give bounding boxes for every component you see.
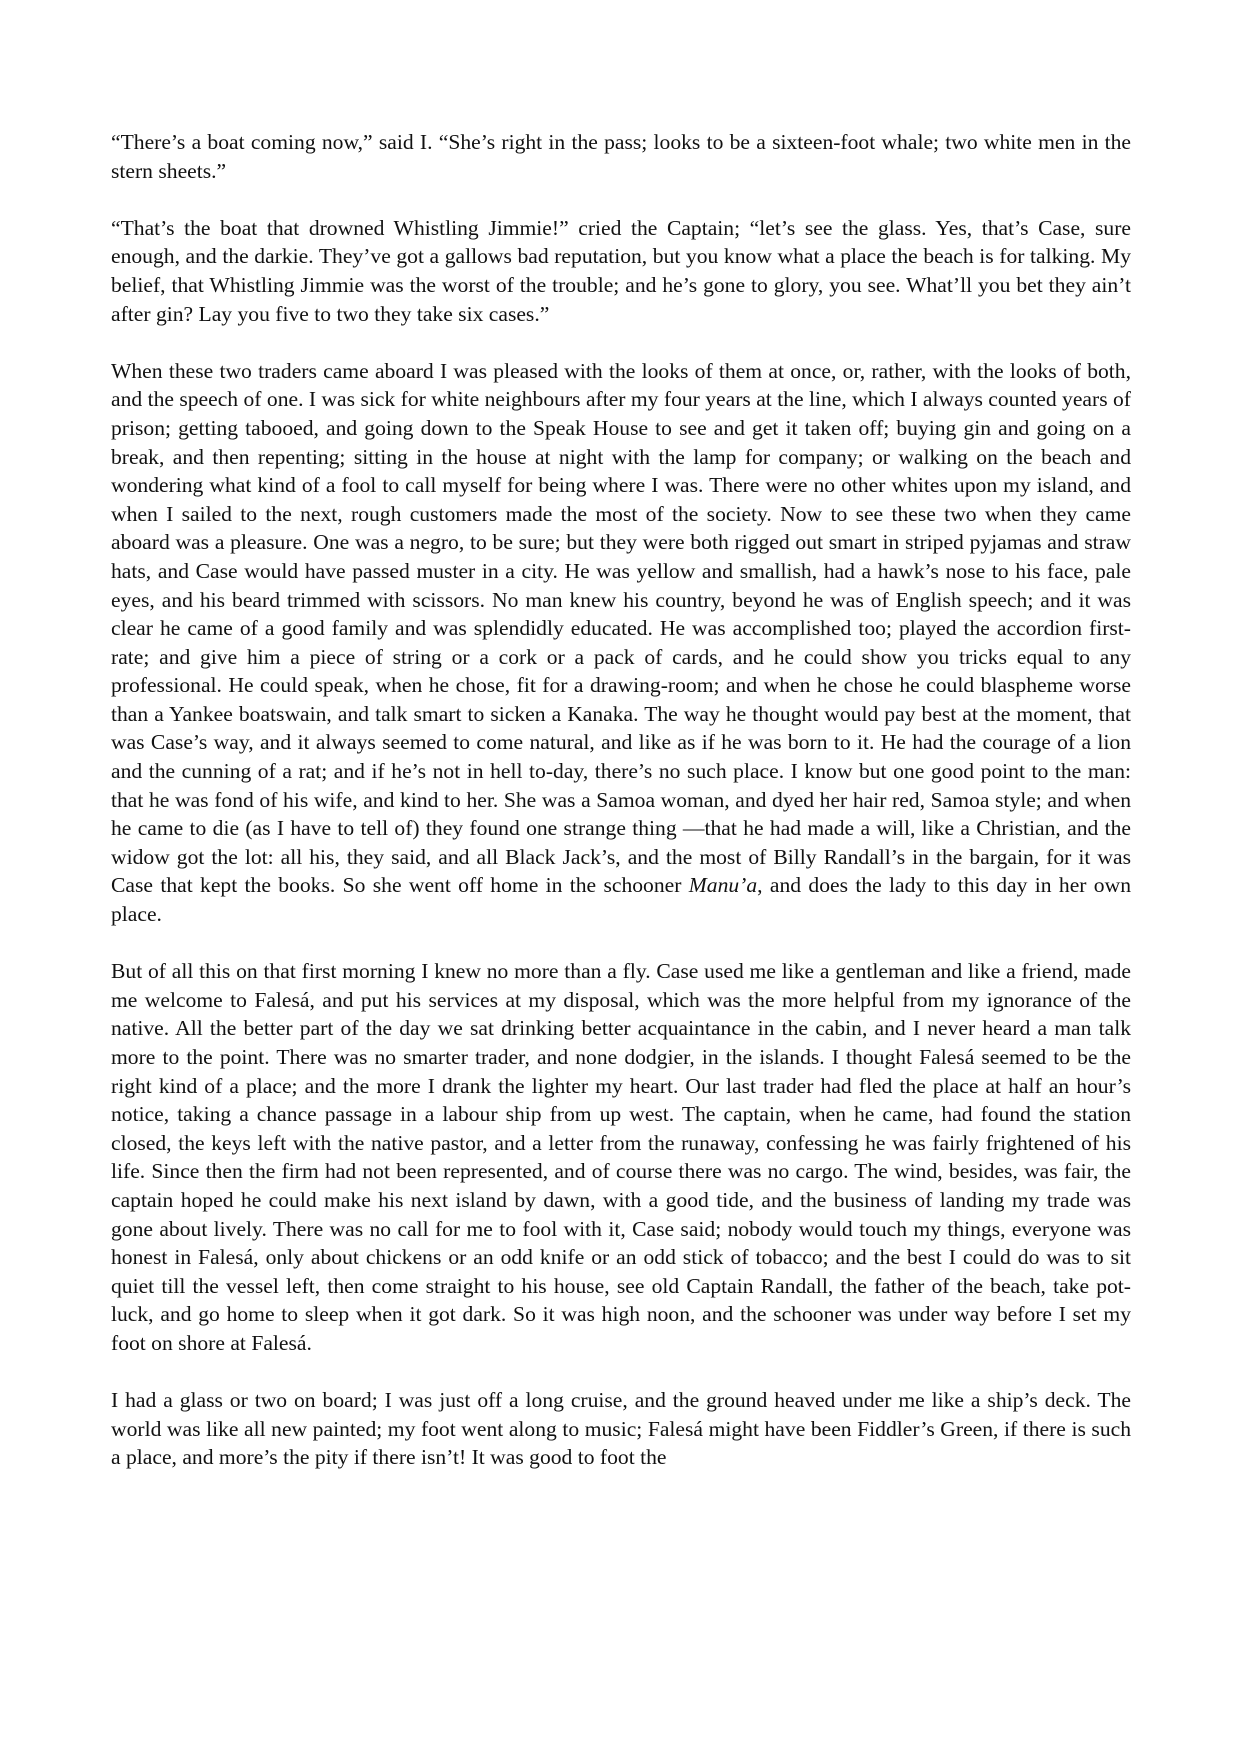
schooner-name: Manu’a — [688, 873, 758, 898]
paragraph-text: “There’s a boat coming now,” said I. “She’s right in the pass; looks to be a sixteen-foot whale; two white men in the stern sheets.” — [111, 130, 1131, 183]
paragraph-boat-coming — [111, 128, 1131, 185]
paragraph-glass-on-board — [111, 1386, 1131, 1472]
document-page — [111, 128, 1131, 1501]
paragraph-text: But of all this on that first morning I knew no more than a fly. Case used me like a gentleman and like a friend, made me welcome to Falesá, and put his services at my disposal, which was the more helpful from my ignorance of the native. All the better part of the day we sat drinking better acquaintance in the cabin, and I never heard a man talk more to the point. There was no smarter trader, and none dodgier, in the islands. I thought Falesá seemed to be the right kind of a place; and the more I drank the lighter my heart. Our last trader had fled the place at half an hour’s notice, taking a chance passage in a labour ship from up west. The captain, when he came, had found the station closed, the keys left with the native pastor, and a letter from the runaway, confessing he was fairly frightened of his life. Since then the firm had not been represented, and of course there was no cargo. The wind, besides, was fair, the captain hoped he could make his next island by dawn, with a good tide, and the business of landing my trade was gone about lively. There was no call for me to fool with it, Case said; nobody would touch my things, everyone was honest in Falesá, only about chickens or an odd knife or an odd stick of tobacco; and the best I could do was to sit quiet till the vessel left, then come straight to his house, see old Captain Randall, the father of the beach, take pot-luck, and go home to sleep when it got dark. So it was high noon, and the schooner was under way before I set my foot on shore at Falesá. — [111, 959, 1131, 1355]
paragraph-first-morning — [111, 957, 1131, 1357]
paragraph-traders-aboard — [111, 357, 1131, 929]
paragraph-text: “That’s the boat that drowned Whistling Jimmie!” cried the Captain; “let’s see the glass. Yes, that’s Case, sure enough, and the darkie. They’ve got a gallows bad reputation, but you know what a place the beach is for talking. My belief, that Whistling Jimmie was the worst of the trouble; and he’s gone to glory, you see. What’ll you bet they ain’t after gin? Lay you five to two they take six cases.” — [111, 215, 1131, 326]
paragraph-text: I had a glass or two on board; I was just off a long cruise, and the ground heaved under me like a ship’s deck. The world was like all new painted; my foot went along to music; Falesá might have been Fiddler’s Green, if there is such a place, and more’s the pity if there isn’t! It was good to foot the — [111, 1388, 1131, 1470]
paragraph-text-after: , and does the lady to this day in her own place. — [111, 873, 1131, 927]
paragraph-captain-reply — [111, 214, 1131, 328]
paragraph-text: When these two traders came aboard I was pleased with the looks of them at once, or, rather, with the looks of both, and the speech of one. I was sick for white neighbours after my four years at the line, which I always counted years of prison; getting tabooed, and going down to the Speak House to see and get it taken off; buying gin and going on a break, and then repenting; sitting in the house at night with the lamp for company; or walking on the beach and wondering what kind of a fool to call myself for being where I was. There were no other whites upon my island, and when I sailed to the next, rough customers made the most of the society. Now to see these two when they came aboard was a pleasure. One was a negro, to be sure; but they were both rigged out smart in striped pyjamas and straw hats, and Case would have passed muster in a city. He was yellow and smallish, had a hawk’s nose to his face, pale eyes, and his beard trimmed with scissors. No man knew his country, beyond he was of English speech; and it was clear he came of a good family and was splendidly educated. He was accomplished too; played the accordion first-rate; and give him a piece of string or a cork or a pack of cards, and he could show you tricks equal to any professional. He could speak, when he chose, fit for a drawing-room; and when he chose he could blaspheme worse than a Yankee boatswain, and talk smart to sicken a Kanaka. The way he thought would pay best at the moment, that was Case’s way, and it always seemed to come natural, and like as if he was born to it. He had the courage of a lion and the cunning of a rat; and if he’s not in hell to-day, there’s no such place. I know but one good point to the man: that he was fond of his wife, and kind to her. She was a Samoa woman, and dyed her hair red, Samoa style; and when he came to die (as I have to tell of) they found one strange thing —that he had made a will, like a Christian, and the widow got the lot: all his, they said, and all Black Jack’s, and the most of Billy Randall’s in the bargain, for it was Case that kept the books. So she went off home in the schooner — [111, 358, 1131, 898]
